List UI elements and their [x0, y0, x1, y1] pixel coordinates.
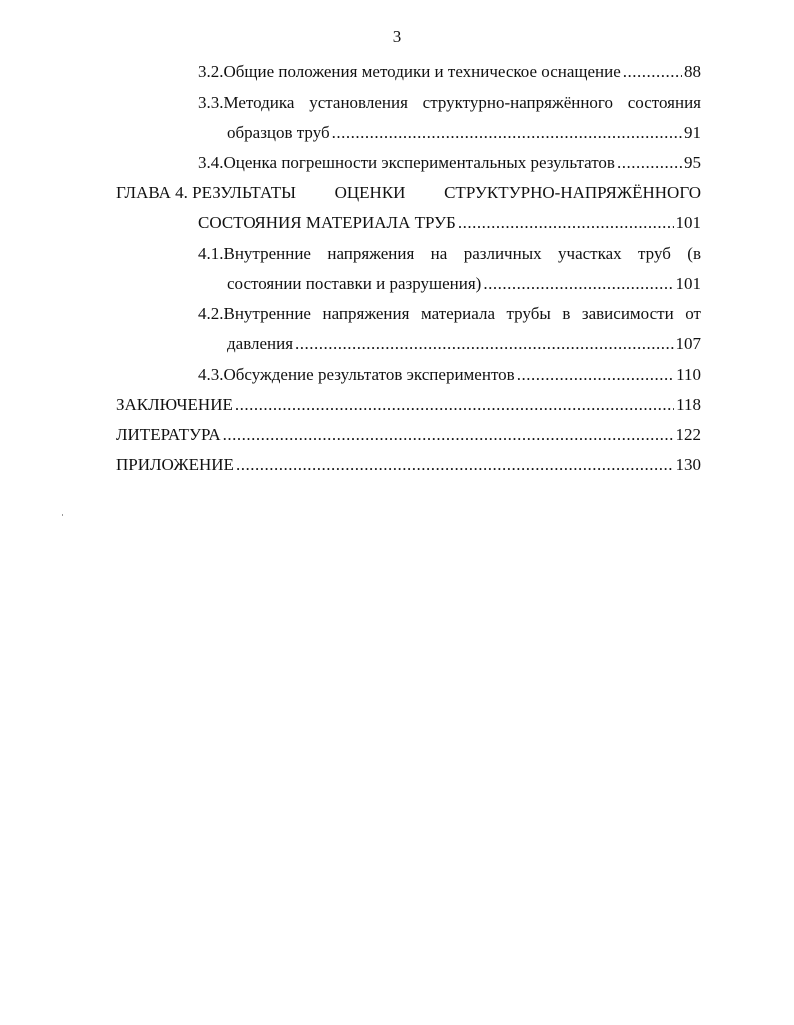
- toc-word: напряжения: [327, 244, 415, 263]
- toc-entry-4-1-line1[interactable]: [198, 244, 701, 268]
- leader-dots: [235, 395, 674, 415]
- toc-word: (в: [687, 244, 701, 263]
- toc-entry-page: 101: [675, 213, 701, 232]
- toc-entry-page: 110: [676, 365, 701, 384]
- toc-entry-title: Обсуждение результатов экспериментов: [223, 365, 515, 384]
- toc-entry-page: 91: [684, 123, 701, 142]
- toc-chapter-4-line1[interactable]: [116, 183, 701, 207]
- toc-word: зависимости: [581, 304, 674, 323]
- page-number: 3: [392, 27, 402, 46]
- toc-literature[interactable]: [116, 425, 701, 449]
- toc-entry-title: образцов труб: [227, 123, 330, 142]
- leader-dots: [223, 425, 674, 445]
- toc-entry-number: 3.2.: [198, 62, 224, 81]
- leader-dots: [623, 62, 682, 82]
- toc-entry-page: 95: [684, 153, 701, 172]
- toc-word: участках: [558, 244, 622, 263]
- toc-entry-3-2[interactable]: [198, 62, 701, 86]
- toc-entry-3-3-line2[interactable]: [227, 123, 701, 147]
- toc-word: на: [430, 244, 448, 263]
- toc-entry-title: ПРИЛОЖЕНИЕ: [116, 455, 234, 474]
- toc-word: структурно-напряжённого: [422, 93, 613, 112]
- toc-entry-number: 3.4.: [198, 153, 224, 172]
- leader-dots: [236, 455, 674, 475]
- leader-dots: [332, 123, 682, 143]
- scan-speck: [62, 514, 63, 516]
- toc-entry-title: Оценка погрешности экспериментальных результатов: [223, 153, 615, 172]
- toc-entry-page: 122: [675, 425, 701, 444]
- toc-word: труб: [638, 244, 671, 263]
- toc-word: ОЦЕНКИ: [334, 183, 406, 202]
- toc-entry-title: состоянии поставки и разрушения): [227, 274, 482, 293]
- toc-entry-page: 107: [675, 334, 701, 353]
- toc-entry-4-3[interactable]: [198, 365, 701, 389]
- toc-entry-number-title-start: 3.3.Методика: [198, 93, 295, 112]
- toc-entry-3-3-line1[interactable]: [198, 93, 701, 117]
- toc-entry-number: 4.3.: [198, 365, 224, 384]
- toc-chapter-number-title-start: ГЛАВА 4. РЕЗУЛЬТАТЫ: [116, 183, 296, 202]
- toc-entry-title: ЛИТЕРАТУРА: [116, 425, 221, 444]
- toc-word: от: [685, 304, 701, 323]
- toc-word: СТРУКТУРНО-НАПРЯЖЁННОГО: [444, 183, 701, 202]
- leader-dots: [483, 274, 673, 294]
- toc-entry-page: 101: [675, 274, 701, 293]
- toc-entry-4-2-line2[interactable]: [227, 334, 701, 358]
- toc-entry-title: давления: [227, 334, 294, 353]
- leader-dots: [617, 153, 682, 173]
- leader-dots: [458, 213, 674, 233]
- toc-entry-number-title-start: 4.2.Внутренние: [198, 304, 311, 323]
- toc-entry-page: 118: [676, 395, 701, 414]
- toc-entry-page: 88: [684, 62, 701, 81]
- toc-entry-title: ЗАКЛЮЧЕНИЕ: [116, 395, 233, 414]
- toc-entry-4-1-line2[interactable]: [227, 274, 701, 298]
- leader-dots: [517, 365, 674, 385]
- toc-word: материала: [420, 304, 495, 323]
- toc-entry-title: Общие положения методики и техническое оснащение: [223, 62, 621, 81]
- toc-word: различных: [463, 244, 542, 263]
- leader-dots: [295, 334, 673, 354]
- toc-entry-4-2-line1[interactable]: [198, 304, 701, 328]
- toc-conclusion[interactable]: [116, 395, 701, 419]
- toc-word: напряжения: [322, 304, 410, 323]
- toc-word: в: [562, 304, 571, 323]
- toc-word: состояния: [627, 93, 701, 112]
- toc-chapter-4-line2[interactable]: [198, 213, 701, 237]
- toc-entry-number-title-start: 4.1.Внутренние: [198, 244, 311, 263]
- toc-entry-page: 130: [675, 455, 701, 474]
- toc-entry-3-4[interactable]: [198, 153, 701, 177]
- toc-appendix[interactable]: [116, 455, 701, 479]
- toc-chapter-title: СОСТОЯНИЯ МАТЕРИАЛА ТРУБ: [198, 213, 456, 232]
- toc-word: установления: [309, 93, 408, 112]
- toc-word: трубы: [506, 304, 551, 323]
